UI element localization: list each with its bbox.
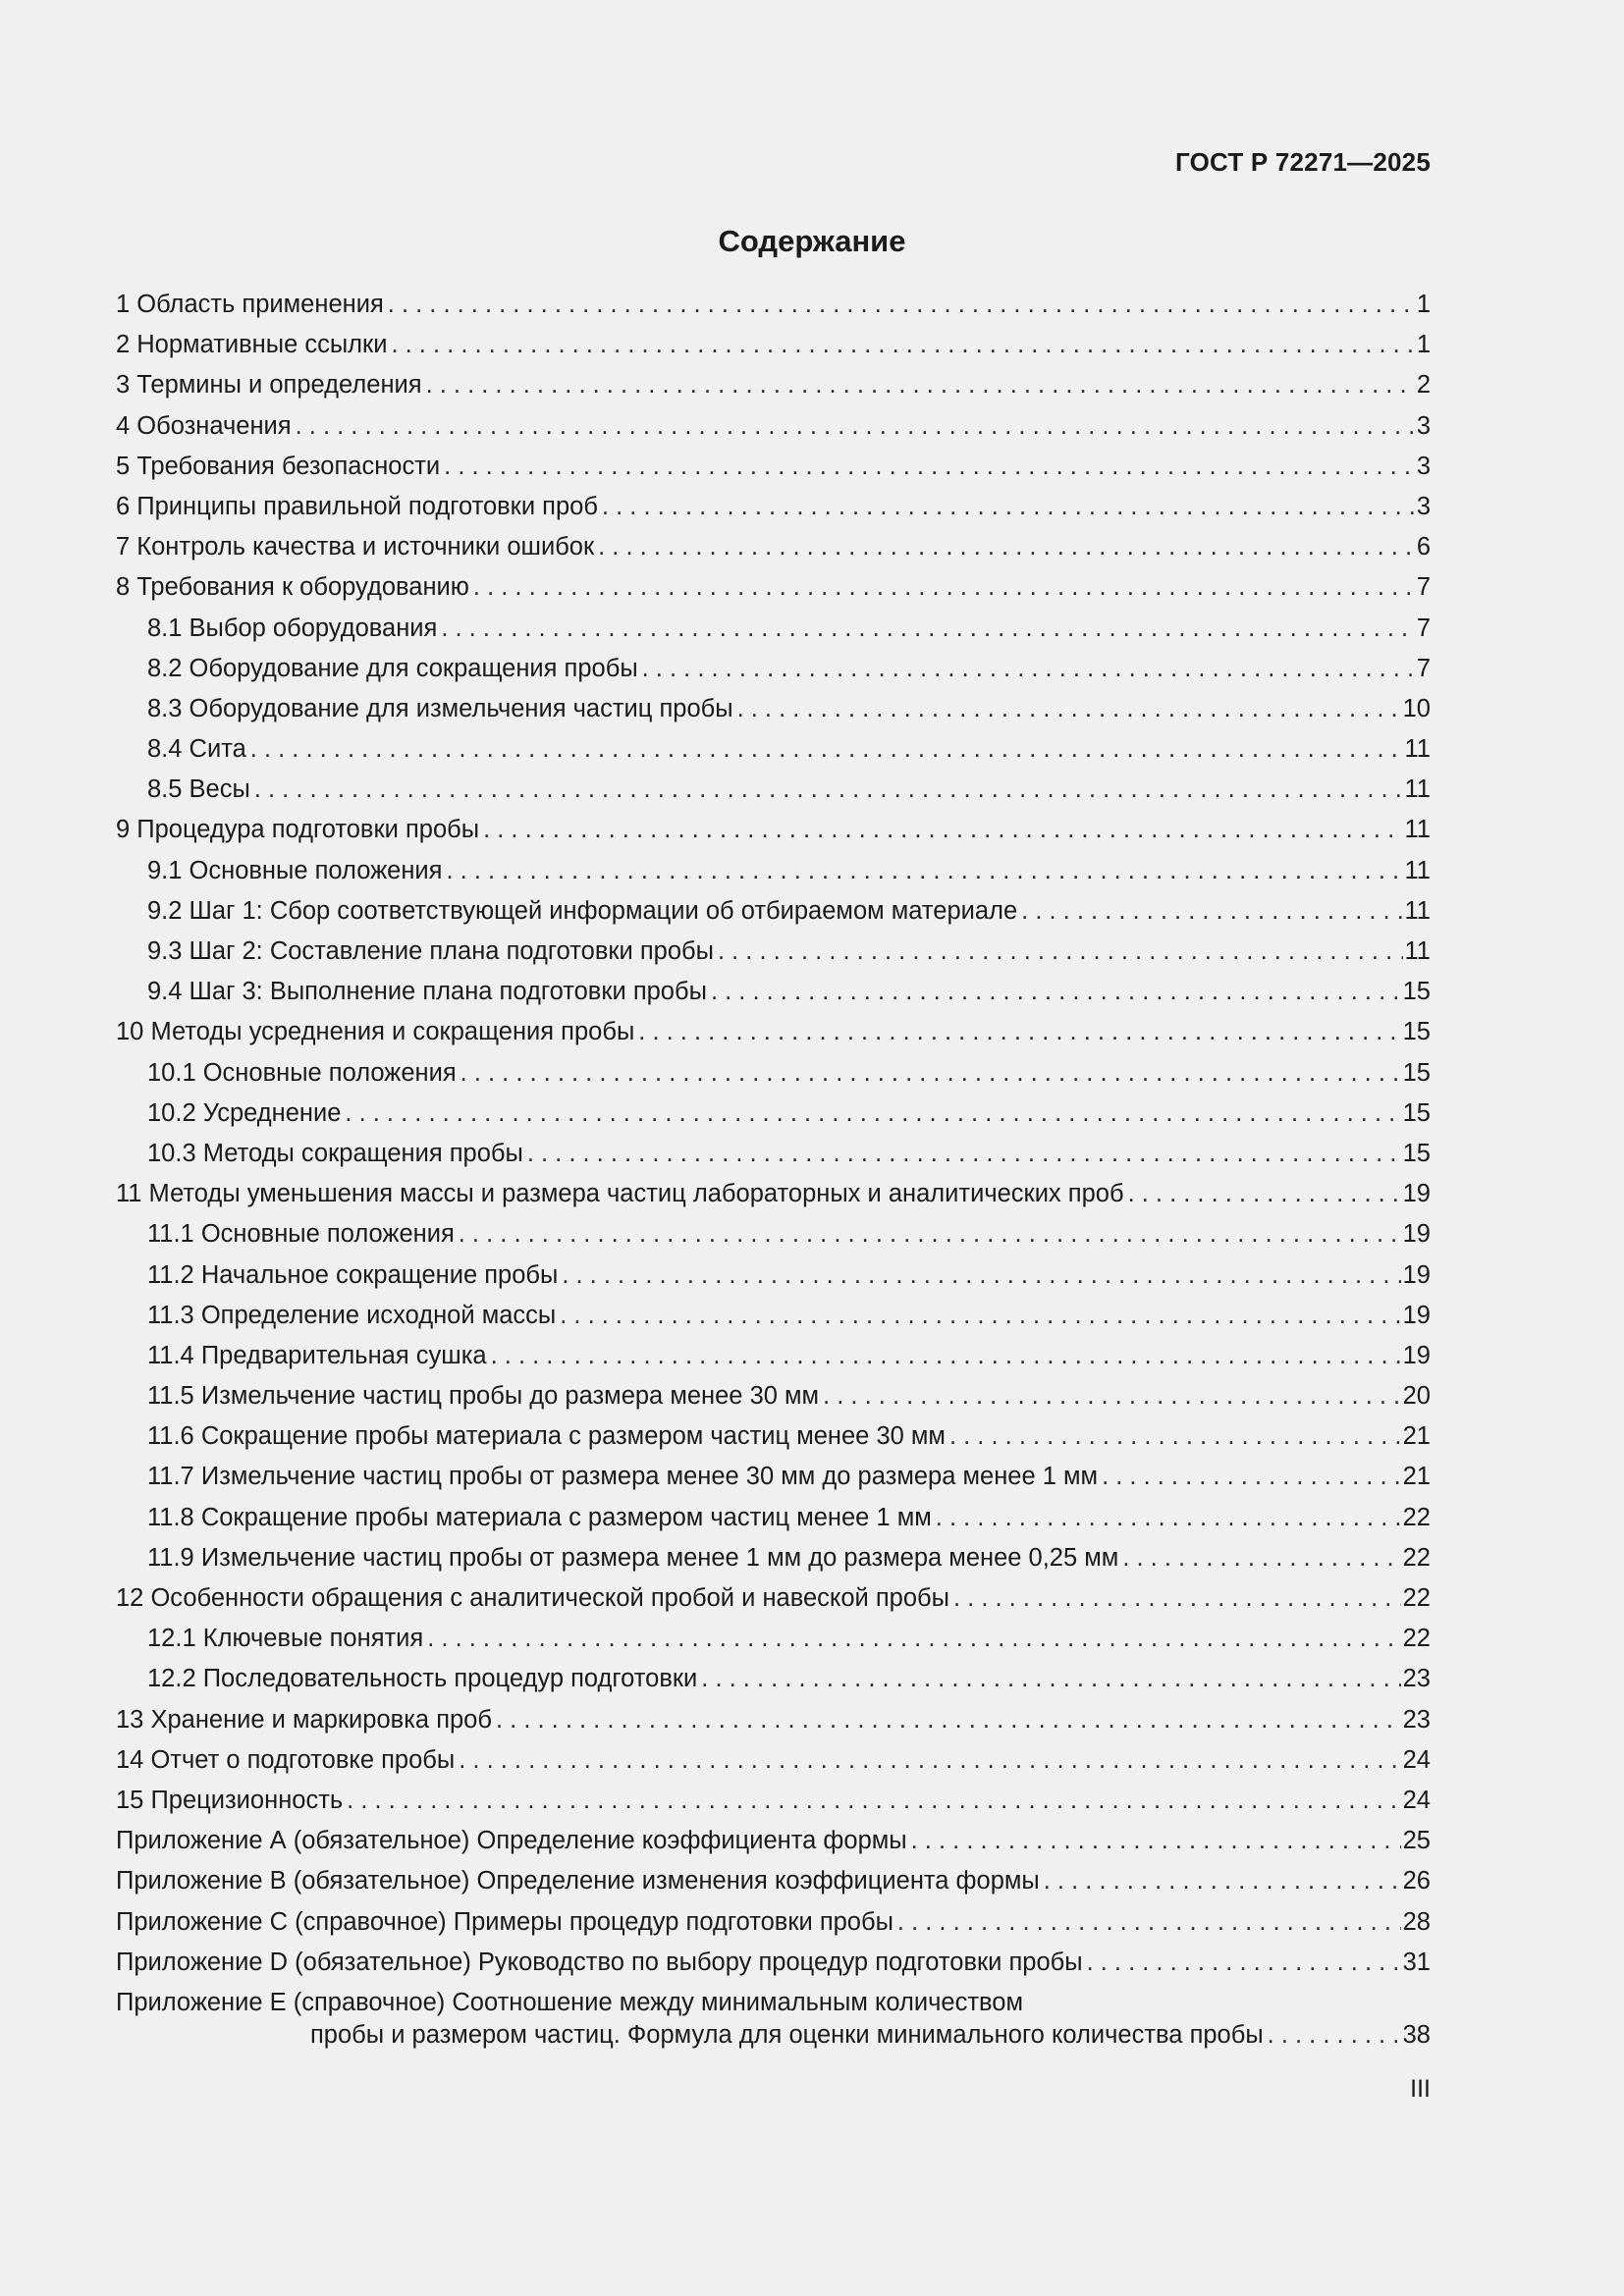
toc-entry-page: 24 — [1402, 1745, 1431, 1774]
toc-entry-page: 7 — [1416, 573, 1431, 602]
toc-entry-page: 19 — [1402, 1180, 1431, 1208]
dot-leader — [642, 649, 1415, 689]
toc-entry-label: 3 Термины и определения — [116, 371, 422, 400]
toc-entry[interactable] — [116, 1538, 1431, 1578]
toc-entry[interactable] — [116, 972, 1431, 1012]
toc-entry-page: 21 — [1402, 1422, 1431, 1451]
toc-entry[interactable] — [116, 487, 1431, 527]
toc-entry-label: 8.2 Оборудование для сокращения пробы — [147, 654, 638, 682]
dot-leader — [1044, 1861, 1401, 1901]
dot-leader — [602, 487, 1415, 527]
toc-entry[interactable] — [116, 1498, 1431, 1538]
toc-entry-page: 11 — [1404, 896, 1431, 925]
dot-leader — [560, 1296, 1400, 1336]
dot-leader — [483, 810, 1402, 850]
toc-entry-page: 11 — [1404, 937, 1431, 965]
toc-entry-page: 19 — [1402, 1260, 1431, 1289]
toc-entry-label: 10.3 Методы сокращения пробы — [147, 1139, 523, 1167]
dot-leader — [446, 851, 1402, 891]
dot-leader — [1128, 1174, 1401, 1214]
toc-entry[interactable] — [116, 1296, 1431, 1336]
toc-entry[interactable] — [116, 891, 1431, 932]
toc-entry[interactable] — [116, 1174, 1431, 1214]
toc-entry-page: 19 — [1402, 1301, 1431, 1329]
toc-entry-label: 9 Процедура подготовки пробы — [116, 816, 480, 844]
toc-entry-page: 2 — [1416, 371, 1431, 400]
toc-entry-label: 11.5 Измельчение частиц пробы до размера менее 30 мм — [147, 1382, 820, 1411]
dot-leader — [444, 447, 1415, 487]
toc-entry-page: 31 — [1402, 1948, 1431, 1976]
toc-entry-label: 11.3 Определение исходной массы — [147, 1301, 557, 1329]
toc-entry[interactable] — [116, 851, 1431, 891]
document-code: ГОСТ Р 72271—2025 — [1175, 147, 1431, 177]
toc-entry-page: 15 — [1402, 978, 1431, 1006]
toc-entry-label: 14 Отчет о подготовке пробы — [116, 1745, 456, 1774]
toc-entry-label: 10 Методы усреднения и сокращения пробы — [116, 1018, 635, 1046]
toc-entry-label: 9.4 Шаг 3: Выполнение плана подготовки пробы — [147, 978, 707, 1006]
toc-entry[interactable] — [116, 1376, 1431, 1416]
toc-entry-label: пробы и размером частиц. Формула для оценки минимального количества пробы — [310, 2020, 1264, 2049]
toc-entry[interactable] — [116, 1053, 1431, 1094]
toc-entry-label: 12 Особенности обращения с аналитической пробой и навеской пробы — [116, 1584, 949, 1612]
toc-entry-label: 15 Прецизионность — [116, 1786, 344, 1814]
toc-entry-label: 6 Принципы правильной подготовки проб — [116, 492, 598, 520]
dot-leader — [598, 527, 1415, 567]
toc-entry-page: 22 — [1402, 1543, 1431, 1572]
toc-entry-label: Приложение D (обязательное) Руководство по выбору процедур подготовки пробы — [116, 1948, 1083, 1976]
toc-entry-label: Приложение А (обязательное) Определение коэффициента формы — [116, 1827, 907, 1855]
page-number: III — [1410, 2075, 1431, 2103]
toc-entry-page: 15 — [1402, 1018, 1431, 1046]
toc-entry-label: 11 Методы уменьшения массы и размера частиц лабораторных и аналитических проб — [116, 1180, 1124, 1208]
toc-entry-page: 21 — [1402, 1463, 1431, 1491]
toc-entry-label: 11.6 Сокращение пробы материала с размером частиц менее 30 мм — [147, 1422, 946, 1451]
dot-leader — [562, 1255, 1400, 1296]
table-of-contents — [116, 285, 1431, 2052]
dot-leader — [459, 1740, 1400, 1781]
toc-entry[interactable] — [116, 932, 1431, 972]
toc-entry-label: 8.3 Оборудование для измельчения частиц пробы — [147, 694, 733, 722]
toc-entry-label: 8.5 Весы — [147, 775, 250, 804]
toc-entry-label: 8.4 Сита — [147, 735, 246, 764]
toc-entry-label: 8 Требования к оборудованию — [116, 573, 469, 602]
toc-entry[interactable] — [116, 689, 1431, 729]
toc-entry-label: 10.1 Основные положения — [147, 1058, 457, 1087]
toc-entry[interactable] — [116, 285, 1431, 325]
dot-leader — [718, 932, 1403, 972]
toc-entry-page: 6 — [1416, 533, 1431, 561]
toc-entry[interactable] — [116, 770, 1431, 810]
toc-entry[interactable] — [116, 567, 1431, 608]
toc-entry-page: 11 — [1404, 735, 1431, 764]
toc-entry[interactable] — [116, 1094, 1431, 1134]
toc-entry-label: Приложение Е (справочное) Соотношение между минимальным количеством — [116, 1988, 1024, 2016]
toc-entry-label: 9.3 Шаг 2: Составление плана подготовки пробы — [147, 937, 714, 965]
toc-entry-page: 11 — [1404, 816, 1431, 844]
toc-entry-page: 7 — [1416, 654, 1431, 682]
dot-leader — [347, 1781, 1400, 1821]
toc-entry-page: 15 — [1402, 1098, 1431, 1127]
toc-entry-label: Приложение В (обязательное) Определение изменения коэффициента формы — [116, 1867, 1040, 1896]
toc-entry[interactable] — [116, 1214, 1431, 1255]
dot-leader — [426, 365, 1415, 405]
toc-entry-label: 9.1 Основные положения — [147, 856, 443, 884]
dot-leader — [1122, 1538, 1400, 1578]
dot-leader — [1102, 1457, 1401, 1497]
dot-leader — [460, 1053, 1401, 1094]
dot-leader — [1021, 891, 1402, 932]
dot-leader — [473, 567, 1415, 608]
toc-entry-page: 11 — [1404, 856, 1431, 884]
toc-entry-label: Приложение С (справочное) Примеры процедур подготовки пробы — [116, 1907, 893, 1936]
toc-entry-label: 5 Требования безопасности — [116, 452, 441, 480]
toc-entry-page: 10 — [1402, 694, 1431, 722]
dot-leader — [701, 1659, 1400, 1699]
dot-leader — [953, 1578, 1401, 1619]
toc-entry[interactable] — [116, 527, 1431, 567]
toc-entry[interactable] — [116, 1700, 1431, 1740]
dot-leader — [441, 609, 1414, 649]
toc-entry-label: 11.7 Измельчение частиц пробы от размера менее 30 мм до размера менее 1 мм — [147, 1463, 1099, 1491]
dot-leader — [638, 1012, 1400, 1052]
toc-entry-page: 3 — [1416, 411, 1431, 440]
dot-leader — [1268, 2019, 1401, 2052]
dot-leader — [711, 972, 1401, 1012]
toc-entry-label: 12.1 Ключевые понятия — [147, 1625, 424, 1653]
toc-entry-page: 3 — [1416, 492, 1431, 520]
toc-entry-label: 8.1 Выбор оборудования — [147, 614, 438, 642]
toc-entry-page: 26 — [1402, 1867, 1431, 1896]
toc-entry[interactable] — [116, 1821, 1431, 1861]
toc-entry-label: 4 Обозначения — [116, 411, 292, 440]
toc-entry-label: 10.2 Усреднение — [147, 1098, 342, 1127]
toc-entry-label: 11.2 Начальное сокращение пробы — [147, 1260, 559, 1289]
toc-entry[interactable] — [116, 1619, 1431, 1659]
toc-entry[interactable] — [116, 1987, 1431, 2052]
toc-entry-label: 7 Контроль качества и источники ошибок — [116, 533, 595, 561]
dot-leader — [527, 1134, 1401, 1174]
toc-entry[interactable] — [116, 1902, 1431, 1943]
toc-entry-page: 23 — [1402, 1705, 1431, 1734]
toc-entry[interactable] — [116, 1134, 1431, 1174]
dot-leader — [254, 770, 1403, 810]
dot-leader — [459, 1214, 1401, 1255]
toc-entry-page: 15 — [1402, 1058, 1431, 1087]
dot-leader — [1087, 1943, 1401, 1983]
toc-entry-page: 11 — [1404, 775, 1431, 804]
toc-entry[interactable] — [116, 649, 1431, 689]
dot-leader — [296, 406, 1415, 447]
dot-leader — [345, 1094, 1400, 1134]
dot-leader — [491, 1336, 1401, 1376]
toc-entry-label: 2 Нормативные ссылки — [116, 331, 388, 359]
toc-entry-page: 15 — [1402, 1139, 1431, 1167]
toc-entry[interactable] — [116, 1578, 1431, 1619]
toc-entry-page: 22 — [1402, 1584, 1431, 1612]
toc-title: Содержание — [718, 224, 906, 258]
dot-leader — [496, 1700, 1401, 1740]
toc-entry[interactable] — [116, 325, 1431, 365]
toc-entry-page: 38 — [1402, 2020, 1431, 2049]
toc-entry[interactable] — [116, 1336, 1431, 1376]
toc-entry-label: 13 Хранение и маркировка проб — [116, 1705, 492, 1734]
toc-entry-label: 1 Область применения — [116, 291, 384, 318]
dot-leader — [427, 1619, 1400, 1659]
dot-leader — [949, 1416, 1401, 1457]
toc-entry[interactable] — [116, 1943, 1431, 1983]
toc-entry[interactable] — [116, 406, 1431, 447]
toc-entry-page: 19 — [1402, 1341, 1431, 1369]
toc-entry[interactable] — [116, 447, 1431, 487]
toc-entry-page: 1 — [1416, 331, 1431, 359]
toc-entry-page: 19 — [1402, 1220, 1431, 1249]
toc-entry-page: 7 — [1416, 614, 1431, 642]
toc-entry-page: 23 — [1402, 1665, 1431, 1693]
toc-entry[interactable] — [116, 1740, 1431, 1781]
dot-leader — [911, 1821, 1401, 1861]
toc-entry[interactable] — [116, 1457, 1431, 1497]
toc-entry[interactable] — [116, 810, 1431, 850]
toc-entry-label-continuation — [116, 2019, 1431, 2052]
toc-entry-label: 11.4 Предварительная сушка — [147, 1341, 487, 1369]
dot-leader — [936, 1498, 1401, 1538]
toc-entry[interactable] — [116, 365, 1431, 405]
toc-entry[interactable] — [116, 1861, 1431, 1901]
toc-entry-label: 12.2 Последовательность процедур подготовки — [147, 1665, 698, 1693]
dot-leader — [388, 285, 1415, 325]
dot-leader — [897, 1902, 1401, 1943]
toc-entry-page: 28 — [1402, 1907, 1431, 1936]
dot-leader — [823, 1376, 1401, 1416]
toc-entry-page: 22 — [1402, 1625, 1431, 1653]
toc-entry-label: 9.2 Шаг 1: Сбор соответствующей информации об отбираемом материале — [147, 896, 1018, 925]
toc-entry-page: 22 — [1402, 1503, 1431, 1531]
toc-entry[interactable] — [116, 1416, 1431, 1457]
dot-leader — [250, 729, 1403, 770]
toc-entry[interactable] — [116, 729, 1431, 770]
toc-entry[interactable] — [116, 1781, 1431, 1821]
toc-entry[interactable] — [116, 609, 1431, 649]
toc-entry-page: 24 — [1402, 1786, 1431, 1814]
toc-entry-label: 11.9 Измельчение частиц пробы от размера менее 1 мм до размера менее 0,25 мм — [147, 1543, 1119, 1572]
toc-entry-page: 25 — [1402, 1827, 1431, 1855]
toc-entry-page: 3 — [1416, 452, 1431, 480]
toc-entry[interactable] — [116, 1012, 1431, 1052]
toc-entry[interactable] — [116, 1659, 1431, 1699]
dot-leader — [391, 325, 1414, 365]
dot-leader — [737, 689, 1401, 729]
toc-entry[interactable] — [116, 1255, 1431, 1296]
toc-entry-label: 11.8 Сокращение пробы материала с размером частиц менее 1 мм — [147, 1503, 932, 1531]
toc-entry-label: 11.1 Основные положения — [147, 1220, 455, 1249]
toc-entry-page: 20 — [1402, 1382, 1431, 1411]
toc-entry-page: 1 — [1416, 291, 1431, 318]
